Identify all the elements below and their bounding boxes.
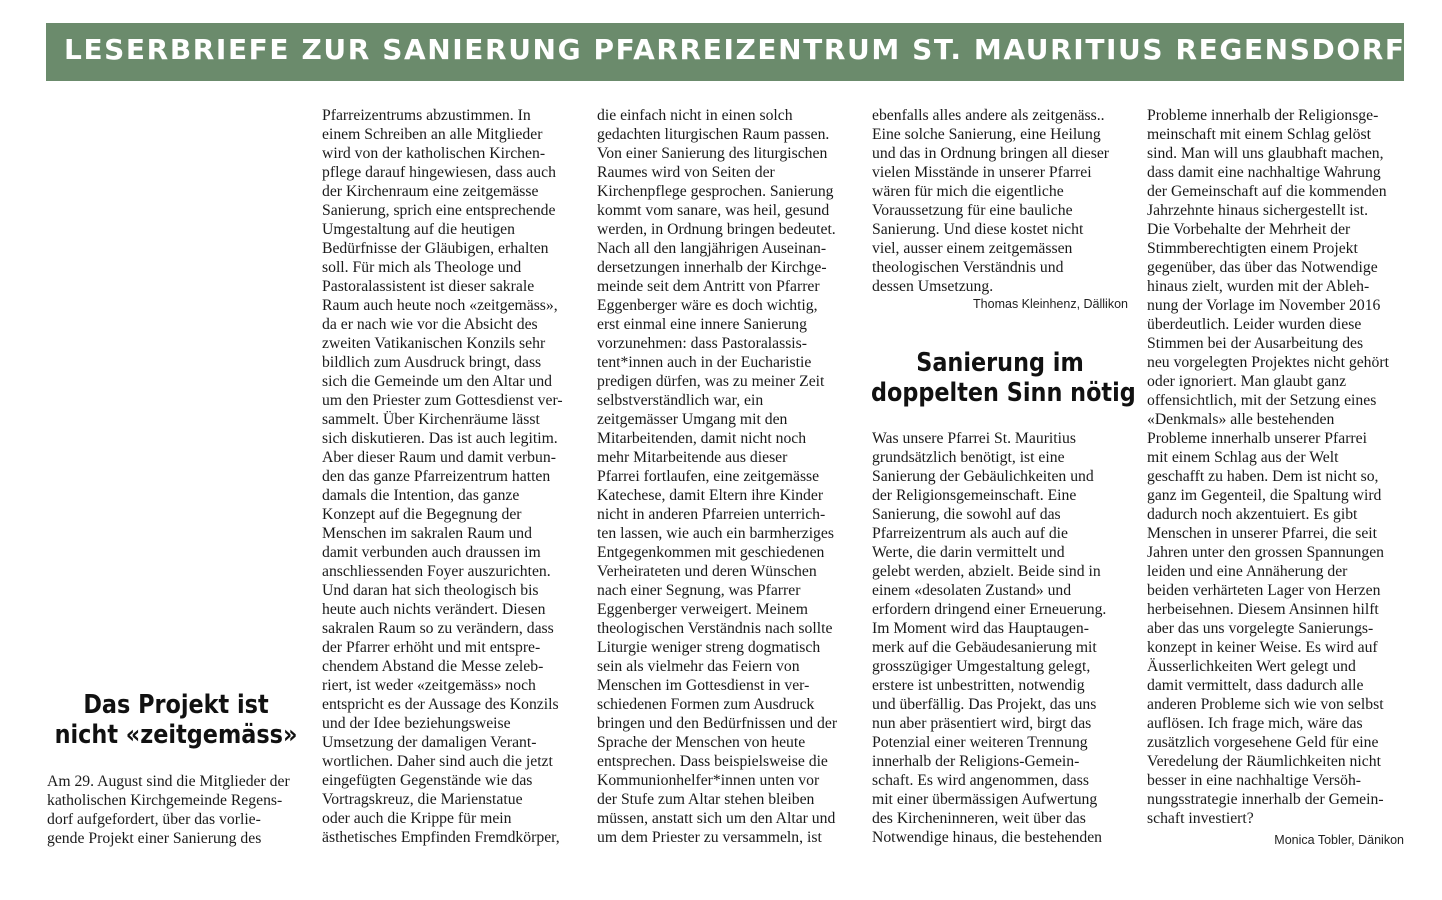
- letter1-text-line: Umsetzung der damaligen Verant-: [322, 734, 537, 751]
- letter1-text-line: entsprechen. Dass beispielsweise die: [597, 753, 828, 770]
- letter2-text-line: erfordern dringend einer Erneuerung.: [872, 601, 1107, 618]
- letter2-text-line: beiden verhärteten Lager von Herzen: [1147, 582, 1381, 599]
- letter2-text-line: Werte, die darin vermittelt und: [872, 544, 1065, 561]
- letter1-text-line: damals die Intention, das ganze: [322, 487, 520, 504]
- letter1-text-line: Bedürfnisse der Gläubigen, erhalten: [322, 240, 549, 257]
- letter2-text-line: nung der Vorlage im November 2016: [1147, 297, 1381, 314]
- letter1-text-line: ten lassen, wie auch ein barmherziges: [597, 525, 834, 542]
- letter1-text-line: zweiten Vatikanischen Konzils sehr: [322, 335, 546, 352]
- letter2-text-line: herbeisehnen. Diesem Ansinnen hilft: [1147, 601, 1379, 618]
- letter1-text-line: Liturgie weniger streng dogmatisch: [597, 639, 821, 656]
- letter1-text-line: die einfach nicht in einen solch: [597, 107, 793, 124]
- letter2-text-line: gegenüber, das über das Notwendige: [1147, 259, 1378, 276]
- letter2-text-line: Die Vorbehalte der Mehrheit der: [1147, 221, 1351, 238]
- letter1-text-line: zeitgemässer Umgang mit den: [597, 411, 788, 428]
- letter1-text-line: predigen dürfen, was zu meiner Zeit: [597, 373, 825, 390]
- letter1-text-line: Pfarrei fortlaufen, eine zeitgemässe: [597, 468, 820, 485]
- letter1-text-line: anschliessenden Foyer auszurichten.: [322, 563, 551, 580]
- letter1-text-line: und das in Ordnung bringen all dieser: [872, 145, 1110, 162]
- letter1-text-line: Aber dieser Raum und damit verbun-: [322, 449, 556, 466]
- letter1-text-line: einem Schreiben an alle Mitglieder: [322, 126, 543, 143]
- letter1-text-line: Vortragskreuz, die Marienstatue: [322, 791, 523, 808]
- letter1-title-line: nicht «zeitgemäss»: [54, 720, 298, 750]
- letter2-text-line: Sanierung der Gebäulichkeiten und: [872, 468, 1094, 485]
- letter1-text-line: viel, ausser einem zeitgemässen: [872, 240, 1073, 257]
- letter1-text-line: gedachten liturgischen Raum passen.: [597, 126, 830, 143]
- letter1-text-line: Nach all den langjährigen Auseinan-: [597, 240, 827, 257]
- letter1-text-line: Katechese, damit Eltern ihre Kinder: [597, 487, 824, 504]
- letter1-text-line: der Stufe zum Altar stehen bleiben: [597, 791, 815, 808]
- letter1-text-line: dersetzungen innerhalb der Kirchge-: [597, 259, 827, 276]
- letter1-text-line: müssen, anstatt sich um den Altar und: [597, 810, 836, 827]
- letter2-text-line: Äusserlichkeiten Wert gelegt und: [1147, 658, 1356, 675]
- letter1-text-line: theologischen Verständnis nach sollte: [597, 620, 833, 637]
- letter2-text-line: Stimmen bei der Ausarbeitung des: [1147, 335, 1364, 352]
- letter1-text-line: Konzept auf die Begegnung der: [322, 506, 522, 523]
- letter2-title-line: doppelten Sinn nötig: [871, 378, 1136, 408]
- letter1-text-line: Eine solche Sanierung, eine Heilung: [872, 126, 1101, 143]
- letter1-text-line: der Pfarrer erhöht und mit entspre-: [322, 639, 541, 656]
- letter1-text-line: meinde seit dem Antritt von Pfarrer: [597, 278, 820, 295]
- letter2-text-line: erstere ist unbestritten, notwendig: [872, 677, 1085, 694]
- letter1-text-line: pflege darauf hingewiesen, dass auch: [322, 164, 556, 181]
- letter2-text-line: dadurch noch akzentuiert. Es gibt: [1147, 506, 1358, 523]
- letter1-text-line: Am 29. August sind die Mitglieder der: [47, 773, 290, 790]
- letter2-text-line: ganz im Gegenteil, die Spaltung wird: [1147, 487, 1382, 504]
- letter1-text-line: sakralen Raum so zu verändern, dass: [322, 620, 554, 637]
- letter2-text-line: oder ignoriert. Man glaubt ganz: [1147, 373, 1347, 390]
- letter1-text-line: wortlichen. Daher sind auch die jetzt: [322, 753, 553, 770]
- letter2-text-line: sind. Man will uns glaubhaft machen,: [1147, 145, 1384, 162]
- letter2-text-line: konzept in keiner Weise. Es wird auf: [1147, 639, 1378, 656]
- letter1-text-line: und der Idee beziehungsweise: [322, 715, 511, 732]
- letter2-text-line: Was unsere Pfarrei St. Mauritius: [872, 430, 1076, 447]
- letter2-text-line: grundsätzlich benötigt, ist eine: [872, 449, 1065, 466]
- letter2-column-4: [872, 429, 1106, 847]
- letter2-text-line: offensichtlich, mit der Setzung eines: [1147, 392, 1377, 409]
- letter2-text-line: «Denkmals» alle bestehenden: [1147, 411, 1335, 428]
- letter1-text-line: Und daran hat sich theologisch bis: [322, 582, 539, 599]
- letter2-column-5: [1147, 106, 1389, 828]
- letter2-text-line: Potenzial einer weiteren Trennung: [872, 734, 1088, 751]
- letter1-text-line: Raumes wird von Seiten der: [597, 164, 775, 181]
- letter1-text-line: ebenfalls alles andere als zeitgenäss..: [872, 107, 1105, 124]
- letter1-text-line: Kommunionhelfer*innen unten vor: [597, 772, 820, 789]
- header-banner: [46, 23, 1404, 81]
- letter2-text-line: geschafft zu haben. Dem ist nicht so,: [1147, 468, 1379, 485]
- letter2-text-line: Jahren unter den grossen Spannungen: [1147, 544, 1384, 561]
- letter2-text-line: grosszügiger Umgestaltung gelegt,: [872, 658, 1091, 675]
- letter1-text-line: Mitarbeitenden, damit nicht noch: [597, 430, 807, 447]
- letter2-title: [871, 348, 1136, 408]
- letter2-text-line: zusätzlich vorgesehene Geld für eine: [1147, 734, 1379, 751]
- letter1-text-line: vorzunehmen: dass Pastoralassis-: [597, 335, 807, 352]
- letter1-text-line: tent*innen auch in der Eucharistie: [597, 354, 812, 371]
- letter1-title-line: Das Projekt ist: [83, 690, 269, 720]
- letter2-text-line: Probleme innerhalb unserer Pfarrei: [1147, 430, 1367, 447]
- letter1-text-line: den das ganze Pfarreizentrum hatten: [322, 468, 551, 485]
- letter1-text-line: Von einer Sanierung des liturgischen: [597, 145, 828, 162]
- letter2-text-line: damit vermittelt, dass dadurch alle: [1147, 677, 1364, 694]
- letter1-text-line: sich die Gemeinde um den Altar und: [322, 373, 553, 390]
- letter1-text-line: selbstverständlich war, ein: [597, 392, 764, 409]
- letter2-text-line: Pfarreizentrum als auch auf die: [872, 525, 1069, 542]
- letter1-text-line: Kirchenpflege gesprochen. Sanierung: [597, 183, 834, 200]
- letter1-text-line: vielen Misstände in unserer Pfarrei: [872, 164, 1092, 181]
- letter1-text-line: Menschen im sakralen Raum und: [322, 525, 532, 542]
- letter2-text-line: Jahrzehnte hinaus sichergestellt ist.: [1147, 202, 1369, 219]
- letter2-text-line: nun aber präsentiert wird, birgt das: [872, 715, 1092, 732]
- letter1-title: [47, 690, 305, 750]
- letter1-text-line: um dem Priester zu versammeln, ist: [597, 829, 822, 846]
- letter2-text-line: Veredelung der Räumlichkeiten nicht: [1147, 753, 1381, 770]
- letter2-text-line: mit einem Schlag aus der Welt: [1147, 449, 1339, 466]
- letter2-text-line: leiden und eine Annäherung der: [1147, 563, 1348, 580]
- letter2-text-line: Im Moment wird das Hauptaugen-: [872, 620, 1089, 637]
- letter1-text-line: wären für mich die eigentliche: [872, 183, 1064, 200]
- letter1-column-1: [47, 772, 290, 848]
- letter2-text-line: besser in eine nachhaltige Versöh-: [1147, 772, 1362, 789]
- letter1-text-line: Menschen im Gottesdienst in ver-: [597, 677, 810, 694]
- letter1-text-line: entspricht es der Aussage des Konzils: [322, 696, 559, 713]
- page-title: LESERBRIEFE ZUR SANIERUNG PFARREIZENTRUM ST. MAURITIUS REGENSDORF: [64, 33, 1406, 66]
- letter1-text-line: Sanierung. Und diese kostet nicht: [872, 221, 1084, 238]
- letter1-text-line: sich diskutieren. Das ist auch legitim.: [322, 430, 558, 447]
- letter1-column-4: [872, 106, 1109, 296]
- letter1-text-line: Sanierung, sprich eine entsprechende: [322, 202, 556, 219]
- letter1-text-line: Raum auch heute noch «zeitgemäss»,: [322, 297, 558, 314]
- letter2-text-line: neu vorgelegten Projektes nicht gehört: [1147, 354, 1389, 371]
- letter1-text-line: damit verbunden auch draussen im: [322, 544, 541, 561]
- letter1-text-line: katholischen Kirchgemeinde Regens-: [47, 792, 283, 809]
- letter1-text-line: Sprache der Menschen von heute: [597, 734, 806, 751]
- letter1-column-2: [322, 106, 563, 847]
- letter1-text-line: dessen Umsetzung.: [872, 278, 994, 295]
- letter2-text-line: Stimmberechtigten einem Projekt: [1147, 240, 1358, 257]
- letter1-signature: Thomas Kleinhenz, Dällikon: [973, 297, 1128, 311]
- letter1-text-line: erst einmal eine innere Sanierung: [597, 316, 807, 333]
- letter1-text-line: Voraussetzung für eine bauliche: [872, 202, 1073, 219]
- letter2-text-line: der Gemeinschaft auf die kommenden: [1147, 183, 1387, 200]
- letter1-text-line: mehr Mitarbeitende aus dieser: [597, 449, 788, 466]
- letter2-text-line: einem «desolaten Zustand» und: [872, 582, 1072, 599]
- letter1-text-line: um den Priester zum Gottesdienst ver-: [322, 392, 563, 409]
- letter1-text-line: ästhetisches Empfinden Fremdkörper,: [322, 829, 560, 846]
- letter2-text-line: merk auf die Gebäudesanierung mit: [872, 639, 1097, 656]
- letter1-text-line: sein als vielmehr das Feiern von: [597, 658, 800, 675]
- letter2-text-line: nungsstrategie innerhalb der Gemein-: [1147, 791, 1384, 808]
- letter2-text-line: auflösen. Ich frage mich, wäre das: [1147, 715, 1363, 732]
- letter2-text-line: Menschen in unserer Pfarrei, die seit: [1147, 525, 1378, 542]
- letter1-text-line: sammelt. Über Kirchenräume lässt: [322, 411, 540, 428]
- letter1-text-line: schiedenen Formen zum Ausdruck: [597, 696, 815, 713]
- letter1-text-line: Pastoralassistent ist dieser sakrale: [322, 278, 535, 295]
- letter2-text-line: überdeutlich. Leider wurden diese: [1147, 316, 1362, 333]
- letter1-text-line: Eggenberger wäre es doch wichtig,: [597, 297, 818, 314]
- letter2-text-line: gelebt werden, abzielt. Beide sind in: [872, 563, 1101, 580]
- letter2-text-line: hinaus zielt, wurden mit der Ableh-: [1147, 278, 1370, 295]
- letter2-text-line: des Kircheninneren, weit über das: [872, 810, 1086, 827]
- letter2-text-line: Notwendige hinaus, die bestehenden: [872, 829, 1103, 846]
- letter1-text-line: dorf aufgefordert, über das vorlie-: [47, 811, 261, 828]
- letter1-text-line: wird von der katholischen Kirchen-: [322, 145, 546, 162]
- letter1-text-line: der Kirchenraum eine zeitgemässe: [322, 183, 539, 200]
- letter2-text-line: meinschaft mit einem Schlag gelöst: [1147, 126, 1371, 143]
- letter2-signature: Monica Tobler, Dänikon: [1274, 833, 1404, 847]
- letter1-text-line: riert, ist weder «zeitgemäss» noch: [322, 677, 536, 694]
- letter1-text-line: Entgegenkommen mit geschiedenen: [597, 544, 825, 561]
- letter1-text-line: bringen und den Bedürfnissen und der: [597, 715, 838, 732]
- letter1-text-line: kommt vom sanare, was heil, gesund: [597, 202, 830, 219]
- letter1-text-line: soll. Für mich als Theologe und: [322, 259, 522, 276]
- letter1-text-line: nicht in anderen Pfarreien unterrich-: [597, 506, 826, 523]
- letter2-title-line: Sanierung im: [916, 348, 1084, 378]
- letter2-text-line: mit einer übermässigen Aufwertung: [872, 791, 1098, 808]
- letter1-text-line: theologischen Verständnis und: [872, 259, 1064, 276]
- letter2-text-line: innerhalb der Religions-Gemein-: [872, 753, 1080, 770]
- letter2-text-line: aber das uns vorgelegte Sanierungs-: [1147, 620, 1374, 637]
- letter1-text-line: Pfarreizentrums abzustimmen. In: [322, 107, 531, 124]
- letter1-text-line: werden, in Ordnung bringen bedeutet.: [597, 221, 836, 238]
- letter1-column-3: [597, 106, 837, 847]
- letter2-text-line: anderen Probleme sich wie von selbst: [1147, 696, 1384, 713]
- letter1-text-line: Umgestaltung auf die heutigen: [322, 221, 515, 238]
- letter1-text-line: gende Projekt einer Sanierung des: [47, 830, 262, 847]
- letter2-text-line: Sanierung, die sowohl auf das: [872, 506, 1061, 523]
- letter1-text-line: eingefügten Gegenstände wie das: [322, 772, 533, 789]
- letter1-text-line: nach einer Segnung, was Pfarrer: [597, 582, 801, 599]
- letter2-text-line: der Religionsgemeinschaft. Eine: [872, 487, 1077, 504]
- letter2-text-line: und überfällig. Das Projekt, das uns: [872, 696, 1097, 713]
- letter2-text-line: dass damit eine nachhaltige Wahrung: [1147, 164, 1381, 181]
- letter2-text-line: Probleme innerhalb der Religionsge-: [1147, 107, 1379, 124]
- letter1-text-line: chendem Abstand die Messe zeleb-: [322, 658, 544, 675]
- letter2-text-line: schaft. Es wird angenommen, dass: [872, 772, 1089, 789]
- letter2-text-line: schaft investiert?: [1147, 810, 1254, 827]
- letter1-text-line: oder auch die Krippe für mein: [322, 810, 512, 827]
- letter1-text-line: da er nach wie vor die Absicht des: [322, 316, 538, 333]
- letter1-text-line: bildlich zum Ausdruck bringt, dass: [322, 354, 542, 371]
- letter1-text-line: Eggenberger verweigert. Meinem: [597, 601, 808, 618]
- letter1-text-line: heute auch nichts verändert. Diesen: [322, 601, 546, 618]
- letter1-text-line: Verheirateten und deren Wünschen: [597, 563, 817, 580]
